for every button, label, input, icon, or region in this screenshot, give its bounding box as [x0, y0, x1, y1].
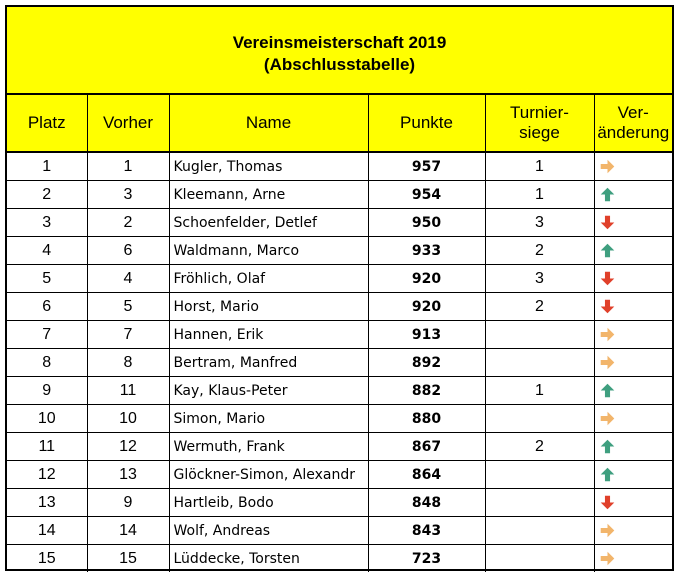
table-row	[7, 545, 672, 573]
title-banner	[7, 7, 672, 95]
arrow-up-icon	[599, 242, 616, 259]
platz-cell: 3	[7, 209, 87, 237]
table-row	[7, 321, 672, 349]
veraenderung-cell	[594, 517, 672, 545]
arrow-up-icon	[599, 438, 616, 455]
punkte-cell: 933	[368, 237, 485, 265]
name-cell: Simon, Mario	[169, 405, 368, 433]
turniersiege-cell: 1	[485, 377, 594, 405]
punkte-cell: 882	[368, 377, 485, 405]
name-cell: Hartleib, Bodo	[169, 489, 368, 517]
punkte-cell: 848	[368, 489, 485, 517]
punkte-cell: 920	[368, 265, 485, 293]
punkte-cell: 913	[368, 321, 485, 349]
header-veraenderung	[594, 95, 672, 152]
arrow-up-icon	[599, 466, 616, 483]
platz-cell: 6	[7, 293, 87, 321]
punkte-cell: 954	[368, 181, 485, 209]
table-row	[7, 433, 672, 461]
turniersiege-cell	[485, 545, 594, 573]
turniersiege-cell	[485, 517, 594, 545]
header-turniersiege-line1: Turnier-	[510, 103, 569, 122]
name-cell: Horst, Mario	[169, 293, 368, 321]
name-cell: Wolf, Andreas	[169, 517, 368, 545]
table-row	[7, 461, 672, 489]
header-platz	[7, 95, 87, 152]
arrow-right-icon	[599, 522, 616, 539]
turniersiege-cell	[485, 489, 594, 517]
veraenderung-cell	[594, 433, 672, 461]
platz-cell: 9	[7, 377, 87, 405]
turniersiege-cell	[485, 349, 594, 377]
vorher-cell: 9	[87, 489, 169, 517]
turniersiege-cell	[485, 461, 594, 489]
platz-cell: 15	[7, 545, 87, 573]
vorher-cell: 2	[87, 209, 169, 237]
arrow-down-icon	[599, 214, 616, 231]
veraenderung-cell	[594, 181, 672, 209]
vorher-cell: 5	[87, 293, 169, 321]
arrow-right-icon	[599, 354, 616, 371]
header-punkte-label: Punkte	[400, 113, 453, 132]
punkte-cell: 950	[368, 209, 485, 237]
veraenderung-cell	[594, 461, 672, 489]
veraenderung-cell	[594, 237, 672, 265]
platz-cell: 4	[7, 237, 87, 265]
turniersiege-cell: 2	[485, 293, 594, 321]
table-title: Vereinsmeisterschaft 2019	[232, 33, 447, 52]
header-vorher	[87, 95, 169, 152]
turniersiege-cell: 2	[485, 433, 594, 461]
header-platz-label: Platz	[27, 113, 66, 132]
arrow-up-icon	[599, 382, 616, 399]
arrow-down-icon	[599, 494, 616, 511]
header-name-label: Name	[245, 113, 292, 132]
platz-cell: 2	[7, 181, 87, 209]
vorher-cell: 14	[87, 517, 169, 545]
name-cell: Waldmann, Marco	[169, 237, 368, 265]
vorher-cell: 10	[87, 405, 169, 433]
vorher-cell: 13	[87, 461, 169, 489]
platz-cell: 12	[7, 461, 87, 489]
name-cell: Hannen, Erik	[169, 321, 368, 349]
turniersiege-cell: 1	[485, 152, 594, 181]
platz-cell: 1	[7, 152, 87, 181]
header-turniersiege	[485, 95, 594, 152]
vorher-cell: 12	[87, 433, 169, 461]
veraenderung-cell	[594, 405, 672, 433]
header-punkte	[368, 95, 485, 152]
table-row	[7, 181, 672, 209]
platz-cell: 13	[7, 489, 87, 517]
table-row	[7, 377, 672, 405]
name-cell: Kleemann, Arne	[169, 181, 368, 209]
header-veraenderung-line2: änderung	[597, 123, 670, 142]
arrow-down-icon	[599, 298, 616, 315]
table-row	[7, 405, 672, 433]
arrow-right-icon	[599, 326, 616, 343]
punkte-cell: 723	[368, 545, 485, 573]
veraenderung-cell	[594, 545, 672, 573]
arrow-right-icon	[599, 550, 616, 567]
standings-sheet	[5, 5, 674, 571]
name-cell: Bertram, Manfred	[169, 349, 368, 377]
vorher-cell: 6	[87, 237, 169, 265]
turniersiege-cell	[485, 405, 594, 433]
vorher-cell: 4	[87, 265, 169, 293]
punkte-cell: 957	[368, 152, 485, 181]
table-row	[7, 237, 672, 265]
punkte-cell: 864	[368, 461, 485, 489]
veraenderung-cell	[594, 377, 672, 405]
veraenderung-cell	[594, 293, 672, 321]
veraenderung-cell	[594, 265, 672, 293]
punkte-cell: 880	[368, 405, 485, 433]
table-row	[7, 209, 672, 237]
header-row	[7, 95, 672, 152]
platz-cell: 8	[7, 349, 87, 377]
punkte-cell: 843	[368, 517, 485, 545]
vorher-cell: 3	[87, 181, 169, 209]
punkte-cell: 920	[368, 293, 485, 321]
turniersiege-cell: 3	[485, 265, 594, 293]
table-row	[7, 293, 672, 321]
arrow-right-icon	[599, 158, 616, 175]
vorher-cell: 7	[87, 321, 169, 349]
name-cell: Kay, Klaus-Peter	[169, 377, 368, 405]
vorher-cell: 15	[87, 545, 169, 573]
table-row	[7, 349, 672, 377]
vorher-cell: 11	[87, 377, 169, 405]
turniersiege-cell: 1	[485, 181, 594, 209]
table-row	[7, 265, 672, 293]
name-cell: Fröhlich, Olaf	[169, 265, 368, 293]
table-row	[7, 517, 672, 545]
arrow-up-icon	[599, 186, 616, 203]
header-turniersiege-line2: siege	[519, 123, 560, 142]
veraenderung-cell	[594, 209, 672, 237]
table-subtitle: (Abschlusstabelle)	[263, 55, 416, 74]
veraenderung-cell	[594, 152, 672, 181]
name-cell: Glöckner-Simon, Alexandr	[169, 461, 368, 489]
veraenderung-cell	[594, 349, 672, 377]
platz-cell: 10	[7, 405, 87, 433]
turniersiege-cell	[485, 321, 594, 349]
table-row	[7, 152, 672, 181]
standings-table	[7, 95, 672, 572]
name-cell: Lüddecke, Torsten	[169, 545, 368, 573]
vorher-cell: 1	[87, 152, 169, 181]
name-cell: Wermuth, Frank	[169, 433, 368, 461]
punkte-cell: 867	[368, 433, 485, 461]
turniersiege-cell: 3	[485, 209, 594, 237]
arrow-down-icon	[599, 270, 616, 287]
header-vorher-label: Vorher	[102, 113, 154, 132]
vorher-cell: 8	[87, 349, 169, 377]
arrow-right-icon	[599, 410, 616, 427]
platz-cell: 5	[7, 265, 87, 293]
header-veraenderung-line1: Ver-	[617, 103, 649, 122]
platz-cell: 11	[7, 433, 87, 461]
platz-cell: 7	[7, 321, 87, 349]
veraenderung-cell	[594, 489, 672, 517]
header-name	[169, 95, 368, 152]
punkte-cell: 892	[368, 349, 485, 377]
veraenderung-cell	[594, 321, 672, 349]
turniersiege-cell: 2	[485, 237, 594, 265]
name-cell: Schoenfelder, Detlef	[169, 209, 368, 237]
name-cell: Kugler, Thomas	[169, 152, 368, 181]
table-row	[7, 489, 672, 517]
platz-cell: 14	[7, 517, 87, 545]
